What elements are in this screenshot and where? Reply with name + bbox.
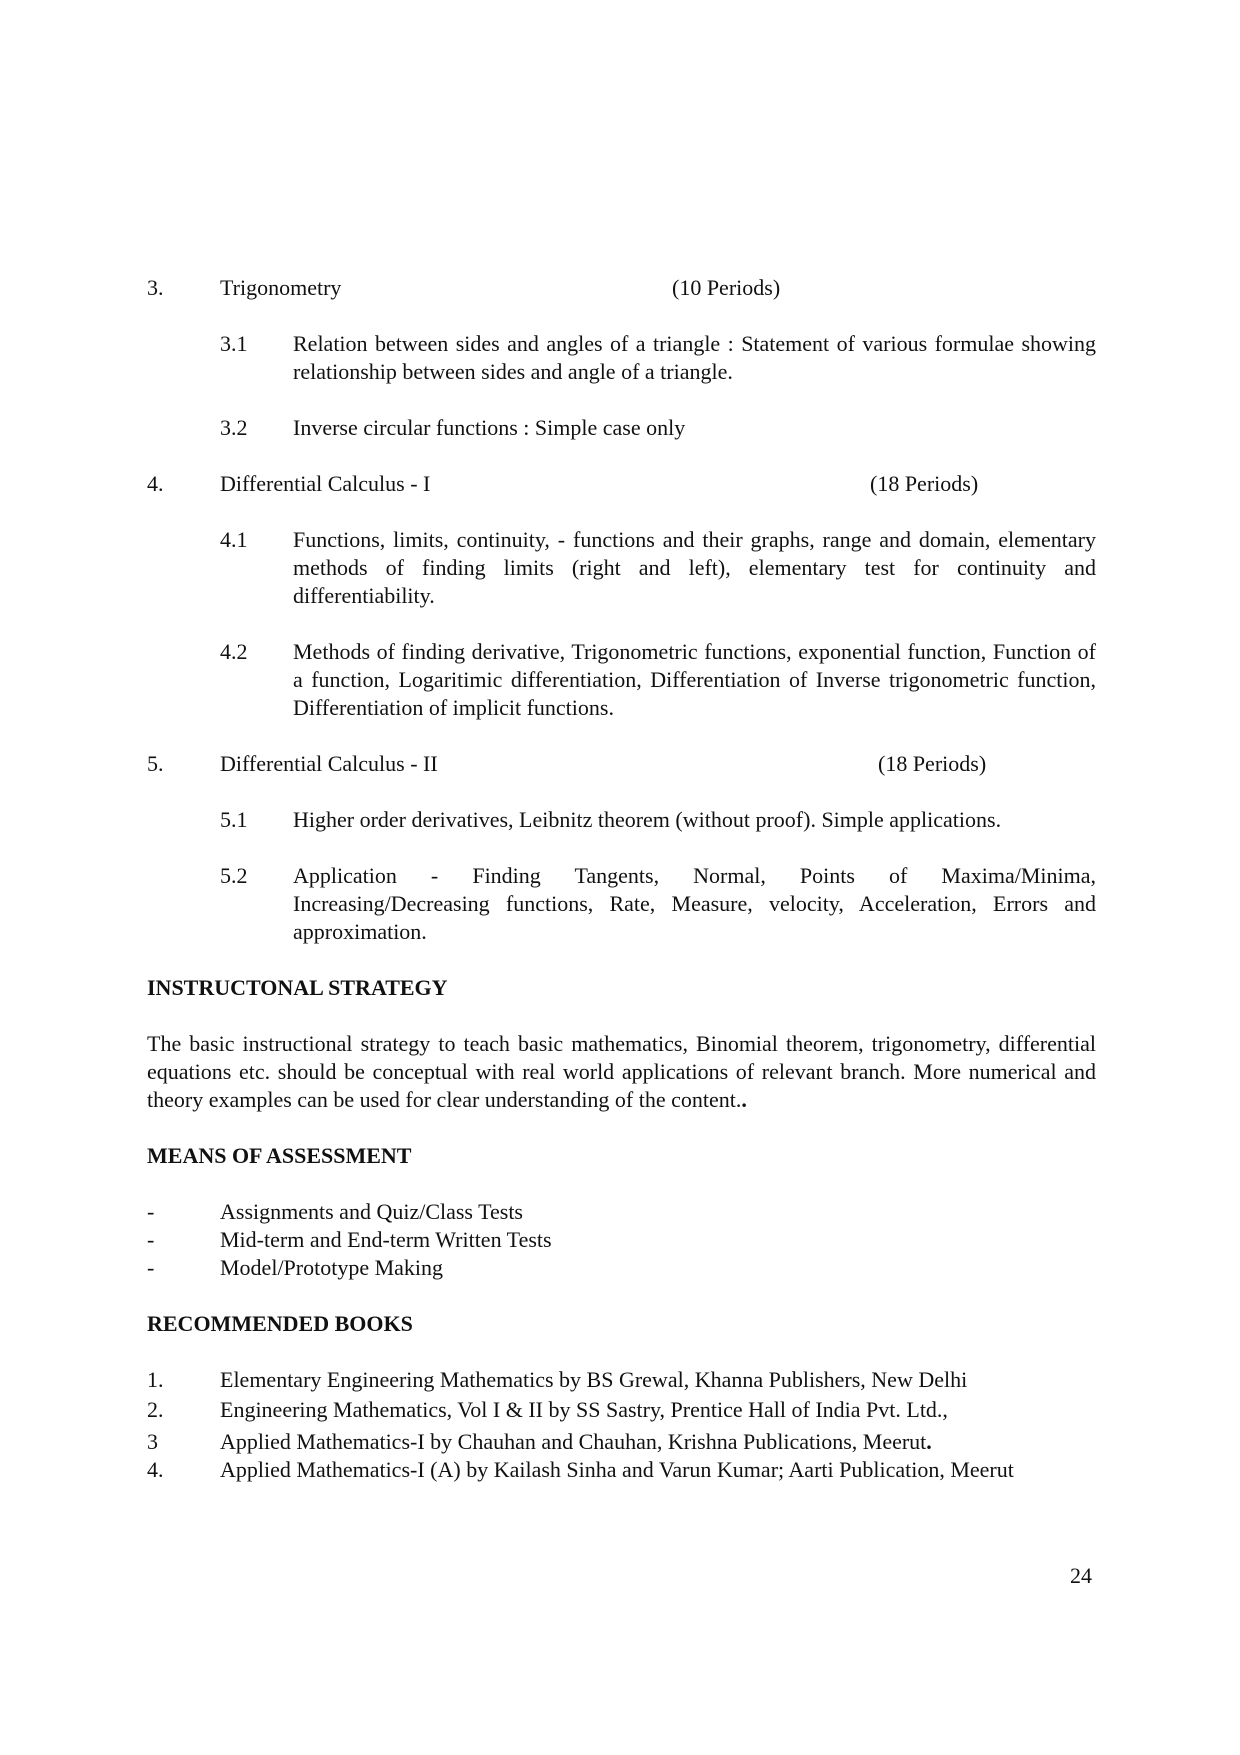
list-marker: -: [147, 1227, 155, 1252]
section-heading: INSTRUCTONAL STRATEGY: [147, 975, 448, 1000]
unit-periods: (10 Periods): [672, 275, 781, 300]
book-number: 3: [147, 1429, 158, 1454]
book-item-bold-period: .: [926, 1429, 932, 1454]
strategy-text-bold-period: .: [741, 1087, 747, 1112]
strategy-paragraph: [147, 1030, 1096, 1114]
book-number: 4.: [147, 1457, 164, 1482]
page-number: 24: [1070, 1563, 1092, 1588]
list-item: Mid-term and End-term Written Tests: [220, 1227, 552, 1252]
subsection-text: Higher order derivatives, Leibnitz theorem (without proof). Simple applications.: [293, 807, 1002, 832]
book-item: Engineering Mathematics, Vol I & II by SS Sastry, Prentice Hall of India Pvt. Ltd.,: [220, 1397, 948, 1422]
unit-number: 3.: [147, 275, 164, 300]
subsection-number: 4.2: [220, 639, 248, 664]
list-marker: -: [147, 1255, 155, 1280]
subsection-number: 3.1: [220, 331, 248, 356]
subsection-number: 4.1: [220, 527, 248, 552]
subsection-text: Inverse circular functions : Simple case only: [293, 415, 686, 440]
book-item-text: Applied Mathematics-I by Chauhan and Chauhan, Krishna Publications, Meerut: [220, 1429, 927, 1454]
book-item: Applied Mathematics-I (A) by Kailash Sinha and Varun Kumar; Aarti Publication, Meerut: [220, 1457, 1014, 1482]
subsection-number: 5.1: [220, 807, 248, 832]
list-item: Assignments and Quiz/Class Tests: [220, 1199, 523, 1224]
book-item: Elementary Engineering Mathematics by BS Grewal, Khanna Publishers, New Delhi: [220, 1367, 968, 1392]
subsection-number: 5.2: [220, 863, 248, 888]
subsection-text: Functions, limits, continuity, - functions and their graphs, range and domain, elementary methods of finding limits (right and left), elementary test for continuity and differentiability.: [293, 527, 1096, 608]
book-number: 1.: [147, 1367, 164, 1392]
unit-number: 4.: [147, 471, 164, 496]
list-item: Model/Prototype Making: [220, 1255, 444, 1280]
list-marker: -: [147, 1199, 155, 1224]
unit-title: Trigonometry: [220, 275, 342, 300]
book-item: [220, 1428, 932, 1456]
unit-periods: (18 Periods): [878, 751, 987, 776]
unit-title: Differential Calculus - II: [220, 751, 438, 776]
unit-title: Differential Calculus - I: [220, 471, 431, 496]
subsection-text: Application - Finding Tangents, Normal, Points of Maxima/Minima, Increasing/Decreasing functions, Rate, Measure, velocity, Acceleration, Errors and approximation.: [293, 863, 1096, 944]
unit-periods: (18 Periods): [870, 471, 979, 496]
subsection-text: Methods of finding derivative, Trigonometric functions, exponential function, Function of a function, Logaritimic differentiation, Differentiation of Inverse trigonometric function, Differentiation of implicit functions.: [293, 639, 1096, 720]
subsection-text: Relation between sides and angles of a triangle : Statement of various formulae showing relationship between sides and angle of a triangle.: [293, 331, 1096, 384]
section-heading: MEANS OF ASSESSMENT: [147, 1143, 412, 1168]
section-heading: RECOMMENDED BOOKS: [147, 1311, 413, 1336]
strategy-text: The basic instructional strategy to teach basic mathematics, Binomial theorem, trigonometry, differential equations etc. should be conceptual with real world applications of relevant branch. More numerical and theory examples can be used for clear understanding of the content.: [147, 1031, 1096, 1112]
unit-number: 5.: [147, 751, 164, 776]
book-number: 2.: [147, 1397, 164, 1422]
subsection-number: 3.2: [220, 415, 248, 440]
